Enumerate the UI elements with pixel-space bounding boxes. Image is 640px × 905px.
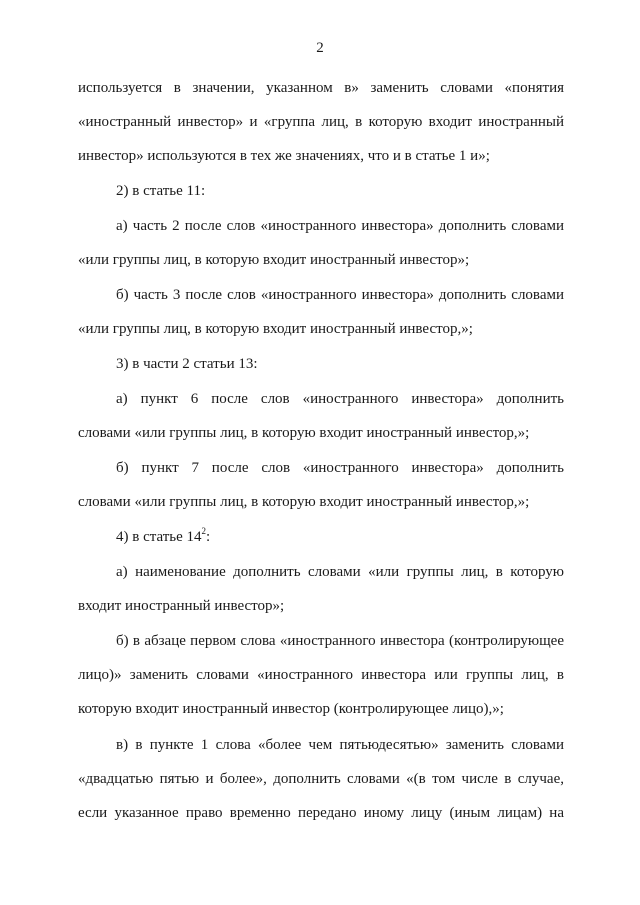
text-line: 2) в статье 11:	[116, 183, 206, 199]
text-line: а) пункт 6 после слов «иностранного инвестора» дополнить	[116, 391, 564, 407]
text-line: 3) в части 2 статьи 13:	[116, 356, 258, 372]
heading-colon: :	[206, 529, 211, 545]
text-line: входит иностранный инвестор»;	[78, 598, 285, 614]
text-line: «или группы лиц, в которую входит иностранный инвестор»;	[78, 252, 470, 268]
text-line: а) наименование дополнить словами «или группы лиц, в которую	[116, 564, 564, 580]
text-line: б) в абзаце первом слова «иностранного инвестора (контролирующее	[116, 633, 564, 649]
text-line: инвестор» используются в тех же значениях, что и в статье 1 и»;	[78, 148, 490, 164]
page-number: 2	[316, 40, 324, 56]
article-14-heading: 4) в статье 14	[116, 529, 202, 545]
text-line: «или группы лиц, в которую входит иностранный инвестор,»;	[78, 321, 473, 337]
text-line: лицо)» заменить словами «иностранного инвестора или группы лиц, в	[78, 667, 564, 683]
text-line: а) часть 2 после слов «иностранного инвестора» дополнить словами	[116, 218, 564, 234]
superscript: 2	[201, 526, 207, 536]
text-line: «двадцатью пятью и более», дополнить словами «(в том числе в случае,	[78, 771, 564, 787]
text-line: которую входит иностранный инвестор (контролирующее лицо),»;	[78, 701, 504, 717]
text-line: в) в пункте 1 слова «более чем пятьюдесятью» заменить словами	[116, 737, 564, 753]
text-line: словами «или группы лиц, в которую входит иностранный инвестор,»;	[78, 494, 530, 510]
text-line: если указанное право временно передано иному лицу (иным лицам) на	[78, 805, 564, 821]
text-line-article-14	[116, 528, 564, 546]
text-line: б) пункт 7 после слов «иностранного инвестора» дополнить	[116, 460, 564, 476]
text-line: б) часть 3 после слов «иностранного инвестора» дополнить словами	[116, 287, 564, 303]
text-line: словами «или группы лиц, в которую входит иностранный инвестор,»;	[78, 425, 530, 441]
text-line: «иностранный инвестор» и «группа лиц, в которую входит иностранный	[78, 114, 564, 130]
text-line: используется в значении, указанном в» заменить словами «понятия	[78, 80, 564, 96]
